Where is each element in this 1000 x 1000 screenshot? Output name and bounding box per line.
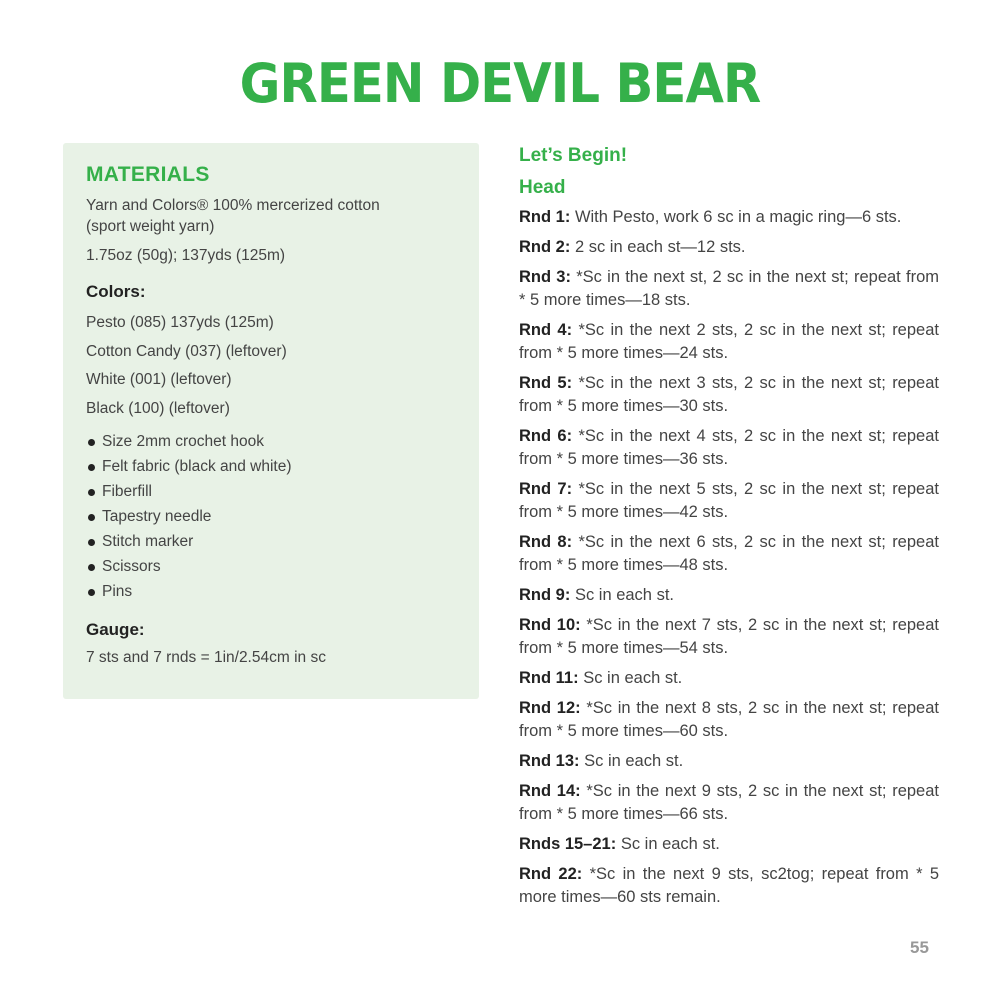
round-instruction [519,372,939,418]
yarn-description: Yarn and Colors® 100% mercerized cotton (sport weight yarn) [86,197,380,235]
list-item [86,579,455,604]
tool-label: Tapestry needle [102,508,212,525]
round-label: Rnd 6: [519,427,573,445]
tool-label: Felt fabric (black and white) [102,458,292,475]
round-text: *Sc in the next st, 2 sc in the next st; repeat from * 5 more times—18 sts. [519,268,939,309]
round-label: Rnd 13: [519,752,580,770]
color-item: Black (100) (leftover) [86,399,230,417]
materials-panel [63,143,479,699]
round-instruction [519,863,939,909]
round-text: *Sc in the next 4 sts, 2 sc in the next st; repeat from * 5 more times—36 sts. [519,427,939,468]
round-instruction [519,478,939,524]
round-text: *Sc in the next 2 sts, 2 sc in the next st; repeat from * 5 more times—24 sts. [519,321,939,362]
tool-label: Size 2mm crochet hook [102,433,264,450]
list-item [86,454,455,479]
round-label: Rnd 9: [519,586,571,604]
round-label: Rnd 22: [519,865,583,883]
round-label: Rnds 15–21: [519,835,617,853]
round-text: With Pesto, work 6 sc in a magic ring—6 sts. [574,208,902,226]
round-label: Rnd 8: [519,533,573,551]
round-instruction [519,531,939,577]
round-label: Rnd 3: [519,268,571,286]
round-text: Sc in each st. [620,835,720,853]
round-text: Sc in each st. [574,586,674,604]
round-label: Rnd 5: [519,374,573,392]
color-item: Pesto (085) 137yds (125m) [86,314,274,331]
round-label: Rnd 14: [519,782,581,800]
round-instruction [519,833,939,856]
round-label: Rnd 1: [519,208,571,226]
round-text: Sc in each st. [583,669,683,687]
round-instruction [519,425,939,471]
tool-label: Pins [102,583,133,600]
bullet-icon [88,489,95,496]
round-label: Rnd 4: [519,321,573,339]
round-instruction [519,667,939,690]
list-item [86,529,455,554]
bullet-icon [88,439,95,446]
gauge-text: 7 sts and 7 rnds = 1in/2.54cm in sc [86,649,326,666]
round-text: *Sc in the next 7 sts, 2 sc in the next st; repeat from * 5 more times—54 sts. [519,616,939,657]
section-heading: Head [519,177,566,198]
gauge-heading: Gauge: [86,620,145,639]
yarn-weight: 1.75oz (50g); 137yds (125m) [86,247,286,264]
color-item: White (001) (leftover) [86,371,232,388]
round-label: Rnd 7: [519,480,573,498]
round-label: Rnd 11: [519,669,579,687]
tool-label: Fiberfill [102,483,152,500]
round-text: *Sc in the next 3 sts, 2 sc in the next st; repeat from * 5 more times—30 sts. [519,374,939,415]
round-text: *Sc in the next 9 sts, sc2tog; repeat from * 5 more times—60 sts remain. [519,865,939,906]
round-text: Sc in each st. [584,752,684,770]
colors-list [86,309,455,423]
list-item [86,554,455,579]
round-label: Rnd 10: [519,616,581,634]
round-text: *Sc in the next 5 sts, 2 sc in the next st; repeat from * 5 more times—42 sts. [519,480,939,521]
round-instruction [519,697,939,743]
round-label: Rnd 12: [519,699,581,717]
tool-label: Stitch marker [102,533,194,550]
materials-heading: MATERIALS [86,163,210,186]
page-title: GREEN DEVIL BEAR [239,52,761,115]
colors-heading: Colors: [86,282,146,301]
round-text: *Sc in the next 8 sts, 2 sc in the next st; repeat from * 5 more times—60 sts. [519,699,939,740]
round-instruction [519,206,939,229]
tools-list [86,429,455,604]
bullet-icon [88,539,95,546]
list-item [86,504,455,529]
list-item [86,479,455,504]
bullet-icon [88,564,95,571]
bullet-icon [88,464,95,471]
instructions-column [519,143,939,916]
color-item: Cotton Candy (037) (leftover) [86,342,287,360]
round-instruction [519,780,939,826]
bullet-icon [88,589,95,596]
round-text: 2 sc in each st—12 sts. [574,238,746,256]
round-instruction [519,266,939,312]
instructions-heading: Let’s Begin! [519,145,628,166]
round-instruction [519,236,939,259]
round-instruction [519,750,939,773]
round-text: *Sc in the next 6 sts, 2 sc in the next st; repeat from * 5 more times—48 sts. [519,533,939,574]
round-instruction [519,584,939,607]
tool-label: Scissors [102,558,161,575]
page-number: 55 [910,938,929,957]
round-instruction [519,614,939,660]
round-label: Rnd 2: [519,238,571,256]
round-instruction [519,319,939,365]
round-text: *Sc in the next 9 sts, 2 sc in the next st; repeat from * 5 more times—66 sts. [519,782,939,823]
list-item [86,429,455,454]
bullet-icon [88,514,95,521]
